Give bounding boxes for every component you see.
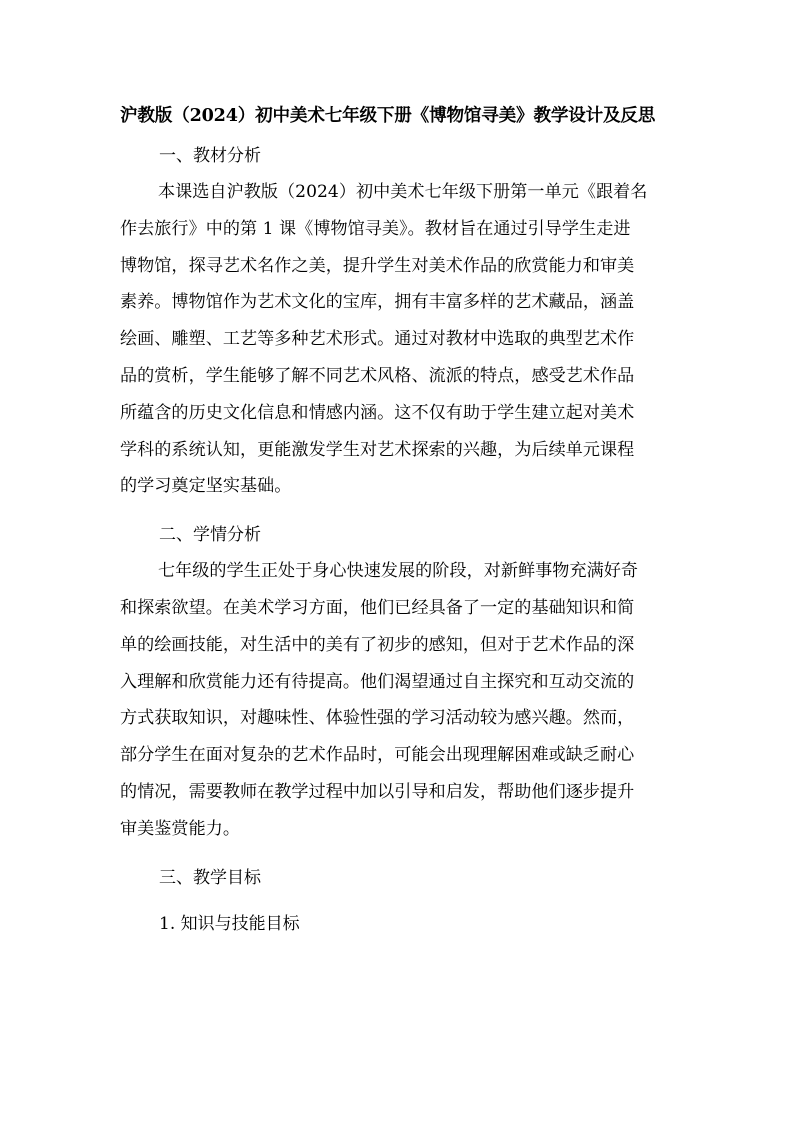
paragraph-line: 品的赏析，学生能够了解不同艺术风格、流派的特点，感受艺术作品 [120, 365, 635, 386]
section-heading-textbook-analysis: 一、教材分析 [159, 146, 261, 166]
paragraph-line: 入理解和欣赏能力还有待提高。他们渴望通过自主探究和互动交流的 [120, 671, 635, 692]
section-heading-learner-analysis: 二、学情分析 [159, 525, 261, 546]
paragraph-line: 作去旅行》中的第 1 课《博物馆寻美》。教材旨在通过引导学生走进 [120, 218, 631, 239]
paragraph-line: 审美鉴赏能力。 [120, 818, 241, 839]
paragraph-line: 部分学生在面对复杂的艺术作品时，可能会出现理解困难或缺乏耐心 [120, 745, 635, 766]
paragraph-line: 方式获取知识，对趣味性、体验性强的学习活动较为感兴趣。然而， [120, 708, 635, 729]
paragraph-line: 七年级的学生正处于身心快速发展的阶段，对新鲜事物充满好奇 [158, 561, 639, 582]
paragraph-line: 绘画、雕塑、工艺等多种艺术形式。通过对教材中选取的典型艺术作 [120, 329, 635, 350]
paragraph-line: 博物馆，探寻艺术名作之美，提升学生对美术作品的欣赏能力和审美 [120, 255, 635, 276]
paragraph-line: 学科的系统认知，更能激发学生对艺术探索的兴趣，为后续单元课程 [120, 439, 635, 460]
paragraph-line: 的学习奠定坚实基础。 [120, 476, 292, 497]
section-paragraph-learner-analysis [120, 553, 680, 847]
document-body [120, 102, 680, 942]
section-paragraph-textbook-analysis [120, 174, 680, 505]
paragraph-line: 单的绘画技能，对生活中的美有了初步的感知，但对于艺术作品的深 [120, 634, 635, 655]
paragraph-line: 素养。博物馆作为艺术文化的宝库，拥有丰富多样的艺术藏品，涵盖 [120, 292, 635, 313]
paragraph-line: 所蕴含的历史文化信息和情感内涵。这不仅有助于学生建立起对美术 [120, 402, 635, 423]
section-heading-teaching-objectives: 三、教学目标 [159, 867, 261, 888]
paragraph-line: 本课选自沪教版（2024）初中美术七年级下册第一单元《跟着名 [158, 182, 648, 202]
subheading-knowledge-skills: 1. 知识与技能目标 [159, 913, 300, 934]
paragraph-line: 和探索欲望。在美术学习方面，他们已经具备了一定的基础知识和简 [120, 597, 635, 618]
paragraph-line: 的情况，需要教师在教学过程中加以引导和启发，帮助他们逐步提升 [120, 781, 635, 802]
document-title: 沪教版（2024）初中美术七年级下册《博物馆寻美》教学设计及反思 [120, 105, 656, 126]
